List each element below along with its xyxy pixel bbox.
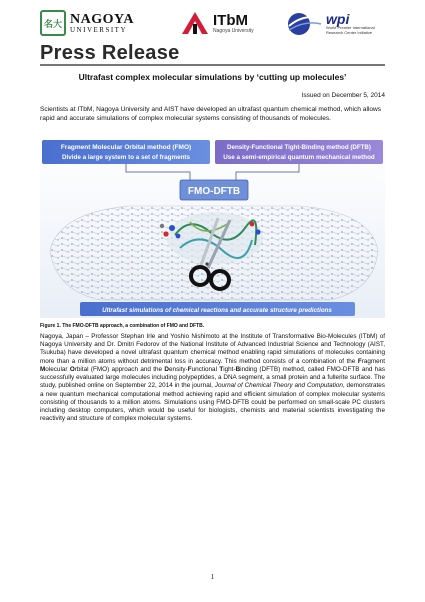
fmo-title: Fragment Molecular Orbital method (FMO) bbox=[60, 144, 192, 151]
dftb-banner bbox=[215, 140, 383, 164]
fmo-banner bbox=[42, 140, 210, 164]
article-title: Ultrafast complex molecular simulations by ‘cutting up molecules’ bbox=[78, 72, 347, 82]
dftb-title: Density-Functional Tight-Binding method (DFTB) bbox=[227, 144, 371, 151]
fmo-sub: Divide a large system to a set of fragments bbox=[61, 154, 191, 161]
itbm-name: ITbM bbox=[213, 11, 248, 29]
header-rule bbox=[40, 64, 385, 66]
nagoya-sub: UNIVERSITY bbox=[70, 25, 127, 34]
press-release-heading: Press Release bbox=[40, 42, 180, 64]
bottom-banner-text: Ultrafast simulations of chemical reactions and accurate structure predictions bbox=[102, 307, 332, 314]
itbm-logo bbox=[180, 10, 254, 36]
issued-date: Issued on December 5, 2014 bbox=[301, 92, 385, 99]
fmo-dftb-label: FMO-DFTB bbox=[187, 186, 241, 197]
figure-caption: Figure 1. The FMO-DFTB approach, a combination of FMO and DFTB. bbox=[40, 323, 205, 329]
itbm-mark-icon bbox=[180, 10, 210, 36]
nagoya-seal-icon: 名大 bbox=[40, 10, 66, 36]
wpi-name: wpi bbox=[326, 11, 350, 28]
wpi-globe-icon bbox=[285, 10, 323, 38]
itbm-sub: Nagoya University bbox=[213, 27, 254, 34]
dftb-sub: Use a semi-empirical quantum mechanical method bbox=[223, 154, 375, 161]
nagoya-name: NAGOYA bbox=[70, 11, 134, 27]
fmo-dftb-label-box bbox=[180, 180, 248, 200]
page-number: 1 bbox=[210, 573, 215, 581]
bottom-banner bbox=[80, 302, 355, 316]
body-paragraph: Nagoya, Japan – Professor Stephan Irle and Yoshio Nishimoto at the Institute of Transformative Bio-Molecules (ITbM) of Nagoya University and Dr. Dmitri Fedorov of the National Institute of Advanced Industrial Science and Technology (AIST, Tsukuba) have developed a novel ultrafast quantum chemical method enabling rapid simulations of molecules containing more than a million atoms without detrimental loss in accuracy. This method consists of a combination of the Fragment Molecular Orbital (FMO) approach and the Density-Functional Tight-Binding (DFTB) method, called FMO-DFTB and has successfully evaluated large molecules including polypeptides, a DNA segment, a small protein and a fullerite surface. The study, published online on September 22, 2014 in the journal, Journal of Chemical Theory and Computation, demonstrates a new quantum mechanical computational method achieving rapid and efficient simulation of complex molecular systems consisting of thousands to a million atoms. Simulations using FMO-DFTB could be performed on small-scale PC clusters including desktop computers, which would be useful for biologists, chemists and material scientists investigating the reactivity and structure of complex molecular systems. bbox=[40, 333, 385, 423]
wpi-sub: World Premier International Research Center Initiative bbox=[326, 25, 375, 35]
lead-paragraph: Scientists at ITbM, Nagoya University and AIST have developed an ultrafast quantum chemical method, which allows rapid and accurate simulations of complex molecular systems consisting of thousands of molecules. bbox=[40, 106, 382, 122]
wpi-logo bbox=[285, 10, 390, 38]
nagoya-university-logo bbox=[40, 10, 134, 36]
fmo-dftb-figure bbox=[40, 140, 385, 318]
